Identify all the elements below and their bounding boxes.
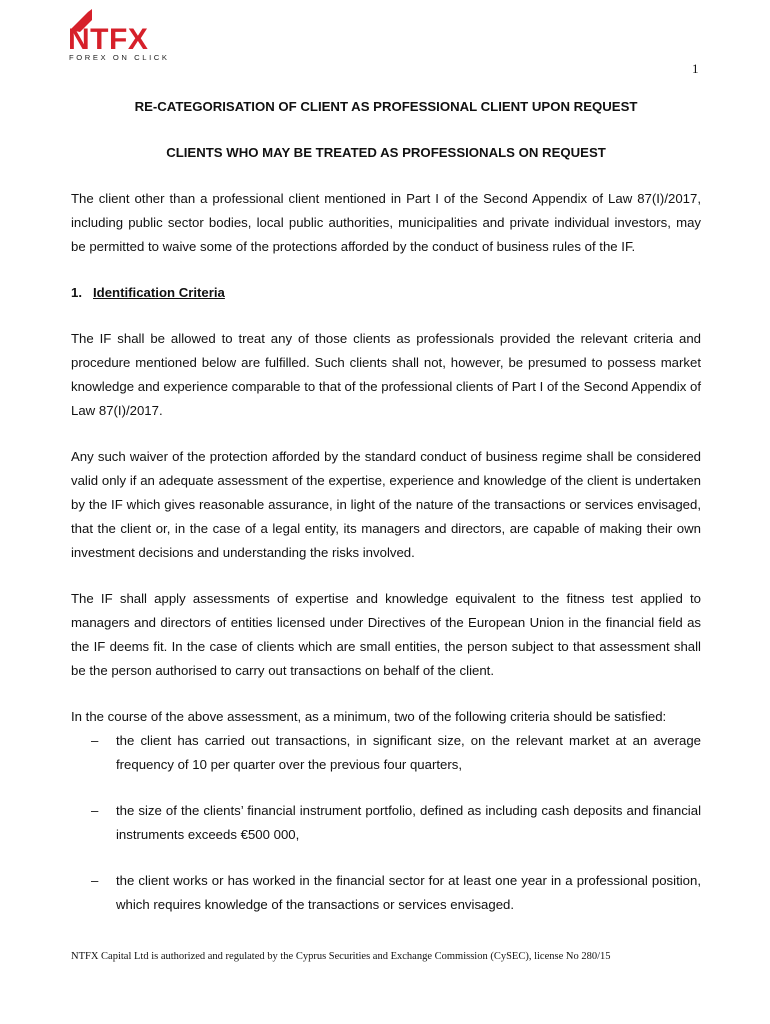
criterion-text: the size of the clients’ financial instrument portfolio, defined as including cash deposits and financial instruments exceeds €500 000, xyxy=(116,803,701,842)
paragraph: The IF shall be allowed to treat any of those clients as professionals provided the relevant criteria and procedure mentioned below are fulfilled. Such clients shall not, however, be presumed to possess market knowledge and experience comparable to that of the professional clients of Part I of the Second Appendix of Law 87(I)/2017. xyxy=(71,331,701,418)
page-footer: NTFX Capital Ltd is authorized and regulated by the Cyprus Securities and Exchange Commission (CySEC), license No 280/15 xyxy=(71,951,611,962)
logo-wordmark: NTFX xyxy=(68,23,149,56)
list-item xyxy=(71,799,701,847)
list-item xyxy=(71,729,701,777)
criterion-text: the client works or has worked in the financial sector for at least one year in a professional position, which requires knowledge of the transactions or services envisaged. xyxy=(116,873,701,912)
section-number: 1. xyxy=(71,285,82,300)
bullet-dash: – xyxy=(91,733,99,748)
list-item xyxy=(71,869,701,917)
section-heading xyxy=(71,281,701,305)
bullet-dash: – xyxy=(91,873,99,888)
intro-paragraph: The client other than a professional client mentioned in Part I of the Second Appendix of Law 87(I)/2017, including public sector bodies, local public authorities, municipalities and private individual investors, may be permitted to waive some of the protections afforded by the conduct of business rules of the IF. xyxy=(71,191,701,254)
document-subtitle: CLIENTS WHO MAY BE TREATED AS PROFESSIONALS ON REQUEST xyxy=(166,145,606,160)
company-logo xyxy=(68,8,168,62)
logo-tagline: FOREX ON CLICK xyxy=(69,53,170,62)
document-body xyxy=(71,95,701,917)
section-title: Identification Criteria xyxy=(93,285,225,300)
criterion-text: the client has carried out transactions, in significant size, on the relevant market at an average frequency of 10 per quarter over the previous four quarters, xyxy=(116,733,701,772)
criteria-intro: In the course of the above assessment, as a minimum, two of the following criteria should be satisfied: xyxy=(71,709,667,724)
paragraph: Any such waiver of the protection afforded by the standard conduct of business regime shall be considered valid only if an adequate assessment of the expertise, experience and knowledge of the client is undertaken by the IF which gives reasonable assurance, in light of the nature of the transactions or services envisaged, that the client or, in the case of a legal entity, its managers and directors, are capable of making their own investment decisions and understanding the risks involved. xyxy=(71,449,701,560)
bullet-dash: – xyxy=(91,803,99,818)
paragraph: The IF shall apply assessments of expertise and knowledge equivalent to the fitness test applied to managers and directors of entities licensed under Directives of the European Union in the financial field as the IF deems fit. In the case of clients which are small entities, the person subject to that assessment shall be the person authorised to carry out transactions on behalf of the client. xyxy=(71,591,701,678)
criteria-list xyxy=(71,729,701,917)
page-number: 1 xyxy=(692,61,699,76)
document-title: RE-CATEGORISATION OF CLIENT AS PROFESSIONAL CLIENT UPON REQUEST xyxy=(134,99,638,114)
